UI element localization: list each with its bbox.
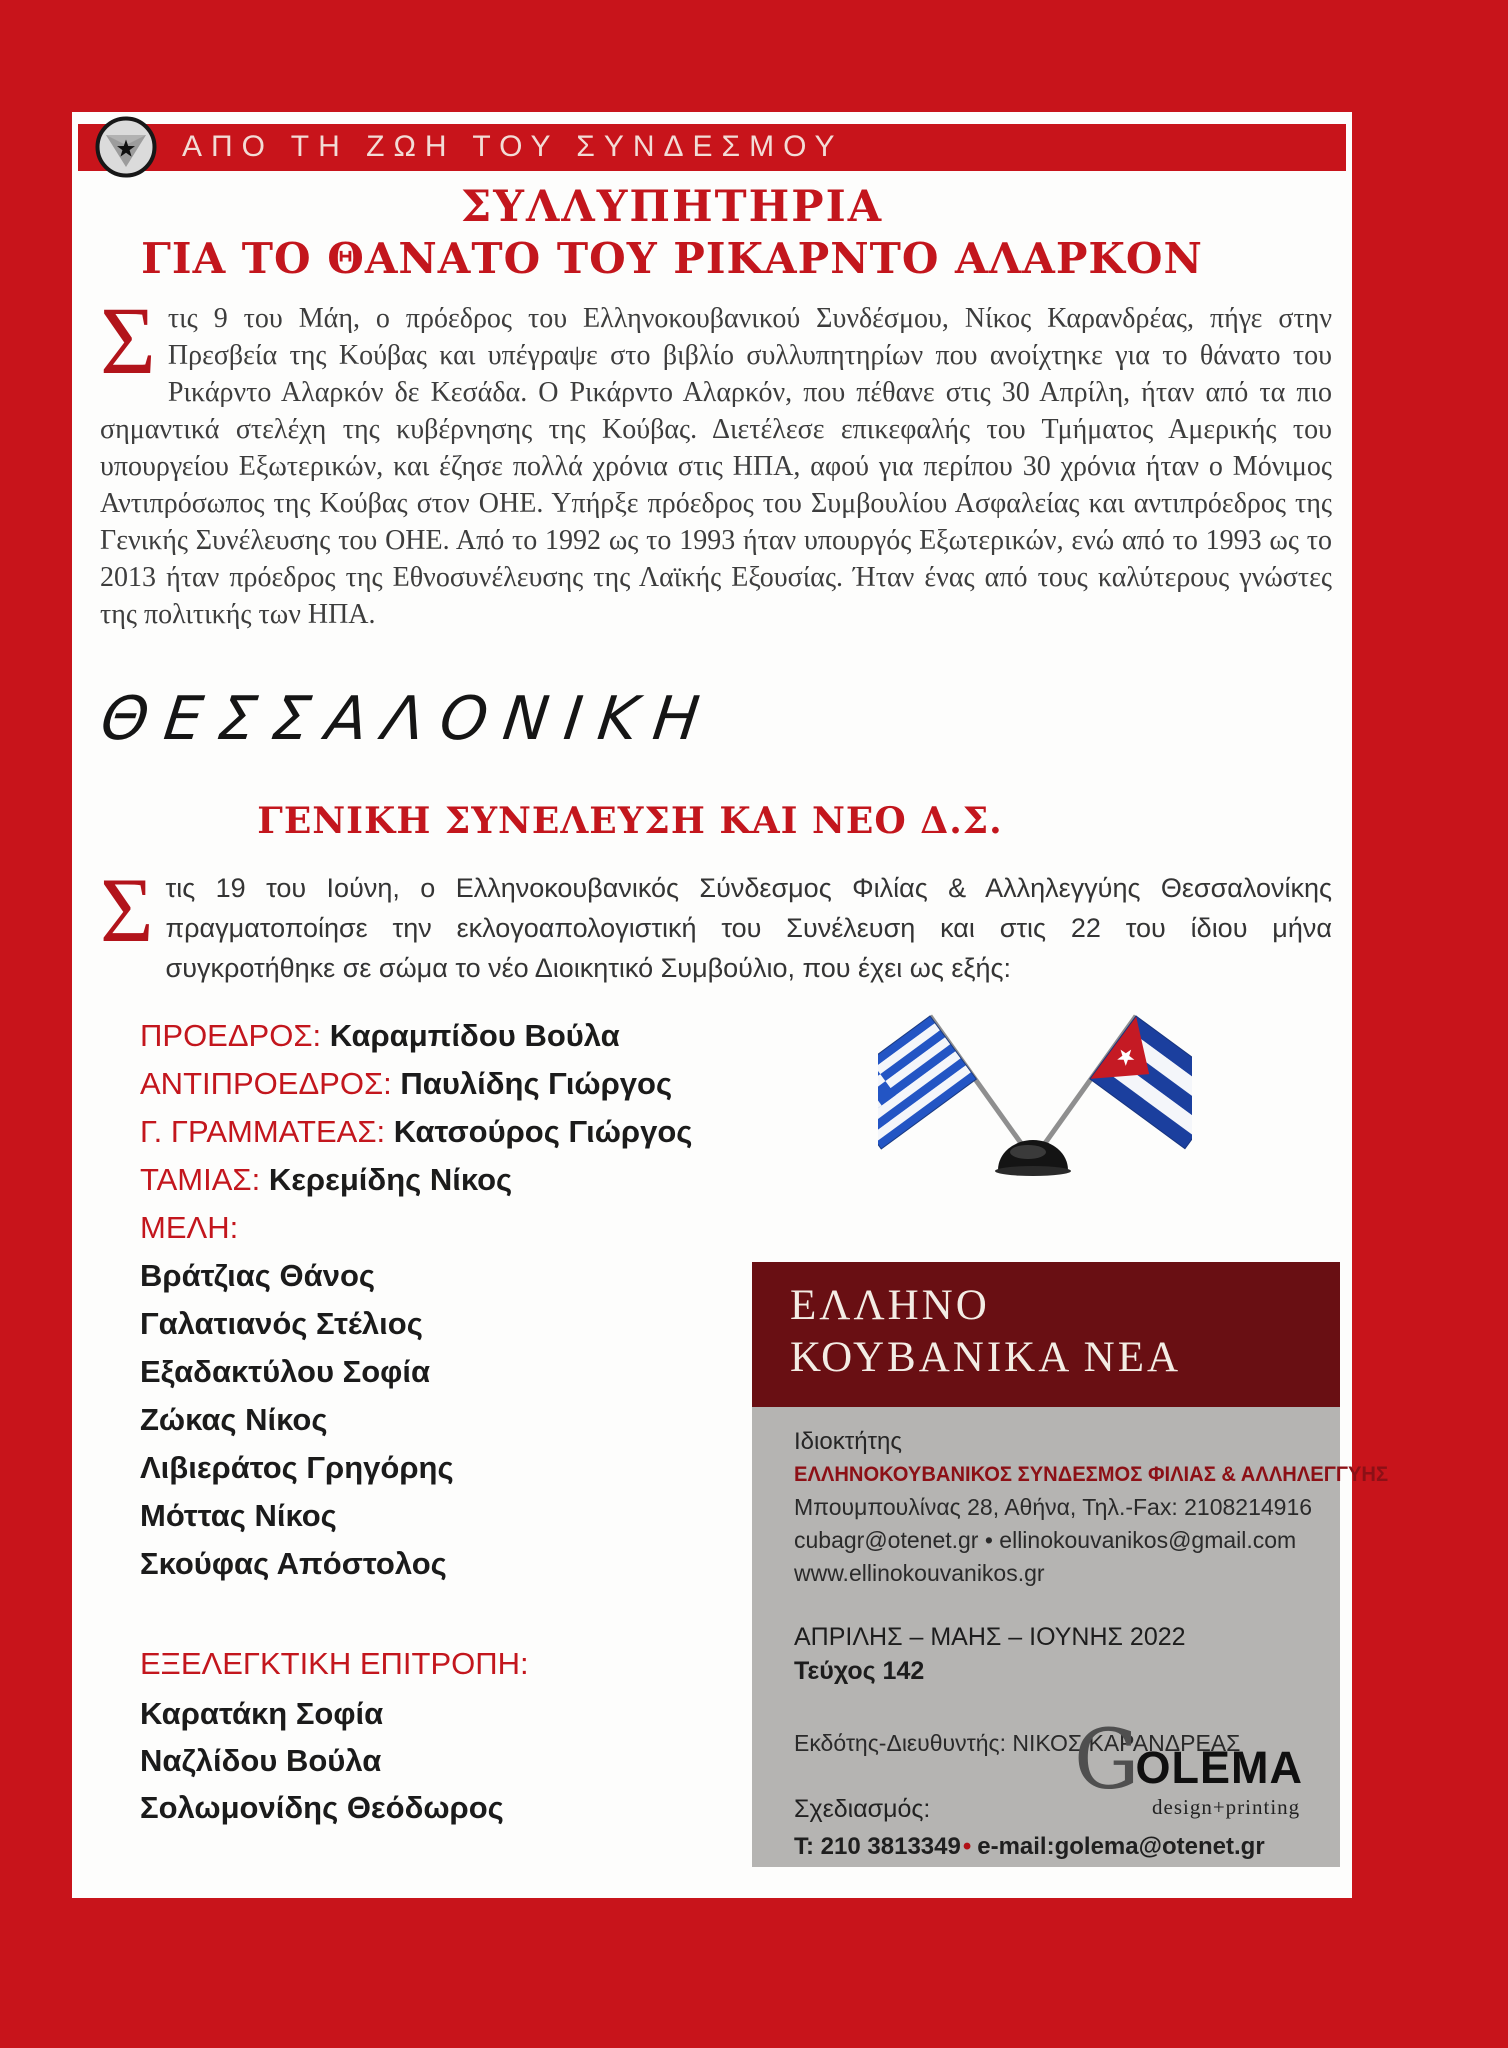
committee-row: Καρατάκη Σοφία	[140, 1696, 384, 1731]
member-row: Σκούφας Απόστολος	[140, 1546, 447, 1581]
roster-row	[140, 1066, 692, 1114]
owner-label: Ιδιοκτήτης	[794, 1428, 902, 1455]
article1-text: τις 9 του Μάη, ο πρόεδρος του Ελληνοκουβανικού Συνδέσμου, Νίκος Καρανδρέας, πήγε στην Πρεσβεία της Κούβας και υπέγραψε στο βιβλίο συλλυπητηρίων που ανοίχτηκε για το θάνατο του Ρικάρντο Αλαρκόν δε Κεσάδα. Ο Ρικάρντο Αλαρκόν, που πέθανε στις 30 Απρίλη, ήταν από τα πιο σημαντικά στελέχη της κυβέρνησης της Κούβας. Διετέλεσε επικεφαλής του Τμήματος Αμερικής του υπουργείου Εξωτερικών, και έζησε πολλά χρόνια στις ΗΠΑ, αφού για περίπου 30 χρόνια ήταν ο Μόνιμος Αντιπρόσωπος της Κούβας στον ΟΗΕ. Υπήρξε πρόεδρος του Συμβουλίου Ασφαλείας και αντιπρόεδρος της Γενικής Συνέλευσης του ΟΗΕ. Από το 1992 ως το 1993 ήταν υπουργός Εξωτερικών, ενώ από το 1993 ως το 2013 ήταν πρόεδρος της Εθνοσυνέλευσης της Λαϊκής Εξουσίας. Ήταν ένας από τους καλύτερους γνώστες της πολιτικής των ΗΠΑ.	[100, 303, 1332, 630]
website-line: www.ellinokouvanikos.gr	[794, 1560, 1045, 1586]
thessaloniki-handwritten-title: ΘΕΣΣΑΛΟΝΙΚΗ	[97, 684, 719, 754]
masthead-title	[790, 1280, 1181, 1384]
design-phone: Τ: 210 3813349	[794, 1833, 961, 1860]
committee-row: Ναζλίδου Βούλα	[140, 1743, 382, 1778]
design-contact-line	[794, 1833, 1265, 1861]
imprint-content	[794, 1425, 1389, 1757]
address-line: Μπουμπουλίνας 28, Αθήνα, Τηλ.-Fax: 2108214916	[794, 1494, 1313, 1520]
publisher-line: Εκδότης-Διευθυντής: ΝΙΚΟΣ ΚΑΡΑΝΔΡΕΑΣ	[794, 1730, 1241, 1756]
roster-row	[140, 1162, 692, 1210]
member-row: Ζώκας Νίκος	[140, 1402, 328, 1437]
committee-row: Σολωμονίδης Θεόδωρος	[140, 1790, 504, 1825]
article1-title-line1: ΣΥΛΛΥΠΗΤΗΡΙΑ	[460, 182, 884, 232]
roster-row	[140, 1210, 692, 1258]
board-roster	[140, 1018, 692, 1594]
roster-row	[140, 1018, 692, 1066]
emails-line: cubagr@otenet.gr • ellinokouvanikos@gmail.com	[794, 1527, 1297, 1553]
role-label: Γ. ΓΡΑΜΜΑΤΕΑΣ:	[140, 1114, 386, 1149]
article1-title-line2: ΓΙΑ ΤΟ ΘΑΝΑΤΟ ΤΟΥ ΡΙΚΑΡΝΤΟ ΑΛΑΡΚΟΝ	[141, 234, 1203, 283]
section2-body	[100, 859, 1332, 988]
role-label: ΤΑΜΙΑΣ:	[140, 1162, 261, 1197]
dropcap-sigma: Σ	[100, 859, 154, 961]
person-name: Παυλίδης Γιώργος	[400, 1066, 673, 1101]
issue-number: Τεύχος 142	[794, 1657, 925, 1685]
role-label: ΑΝΤΙΠΡΟΕΔΡΟΣ:	[140, 1066, 392, 1101]
person-name: Κερεμίδης Νίκος	[268, 1162, 513, 1197]
golema-tagline: design+printing	[1152, 1795, 1301, 1819]
member-row: Μόττας Νίκος	[140, 1498, 337, 1533]
person-name: Καραμπίδου Βούλα	[329, 1018, 620, 1053]
member-row: Λιβιεράτος Γρηγόρης	[140, 1450, 454, 1485]
newsletter-page	[72, 112, 1389, 1898]
member-row: Βράτζιας Θάνος	[140, 1258, 375, 1293]
role-label: ΜΕΛΗ:	[140, 1210, 239, 1245]
person-name: Κατσούρος Γιώργος	[393, 1114, 693, 1149]
imprint-box	[752, 1407, 1389, 1867]
article1-body	[100, 287, 1332, 633]
golema-wordmark: OLEMA	[1135, 1742, 1304, 1793]
golema-g-glyph: G	[1074, 1713, 1136, 1808]
audit-committee	[140, 1646, 529, 1837]
masthead-line2: ΚΟΥΒΑΝΙΚΑ ΝΕΑ	[790, 1334, 1182, 1381]
roster-row	[140, 1114, 692, 1162]
banner-title: ΑΠΟ ΤΗ ΖΩΗ ΤΟΥ ΣΥΝΔΕΣΜΟΥ	[182, 130, 844, 163]
member-row: Γαλατιανός Στέλιος	[140, 1306, 423, 1341]
section2-heading: ΓΕΝΙΚΗ ΣΥΝΕΛΕΥΣΗ ΚΑΙ ΝΕΟ Δ.Σ.	[257, 800, 1003, 842]
golema-logo	[1074, 1713, 1324, 1820]
role-label: ΠΡΟΕΔΡΟΣ:	[140, 1018, 322, 1053]
design-email: e-mail:golema@otenet.gr	[977, 1833, 1265, 1860]
section-banner	[78, 124, 1346, 171]
section2-text: τις 19 του Ιούνη, ο Ελληνοκουβανικός Σύνδεσμος Φιλίας & Αλληλεγγύης Θεσσαλονίκης πραγματοποίησε την εκλογοαπολογιστική του Συνέλευση και στις 22 του ίδιου μήνα συγκροτήθηκε σε σώμα το νέο Διοικητικό Συμβούλιο, που έχει ως εξής:	[165, 873, 1332, 983]
red-bullet-icon: •	[962, 1833, 972, 1860]
greece-cuba-desk-flags-icon	[878, 990, 1192, 1190]
design-label: Σχεδιασμός:	[794, 1795, 931, 1823]
owner-name: ΕΛΛΗΝΟΚΟΥΒΑΝΙΚΟΣ ΣΥΝΔΕΣΜΟΣ ΦΙΛΙΑΣ & ΑΛΛΗΛΕΓΓΥΗΣ	[794, 1463, 1389, 1486]
committee-heading: ΕΞΕΛΕΓΚΤΙΚΗ ΕΠΙΤΡΟΠΗ:	[140, 1646, 529, 1681]
member-row: Εξαδακτύλου Σοφία	[140, 1354, 431, 1389]
dropcap-sigma: Σ	[100, 287, 156, 394]
association-star-logo-icon	[94, 115, 158, 179]
issue-period: ΑΠΡΙΛΗΣ – ΜΑΗΣ – ΙΟΥΝΗΣ 2022	[794, 1623, 1186, 1651]
masthead-box	[752, 1262, 1340, 1407]
masthead-line1: ΕΛΛΗΝΟ	[790, 1282, 990, 1329]
